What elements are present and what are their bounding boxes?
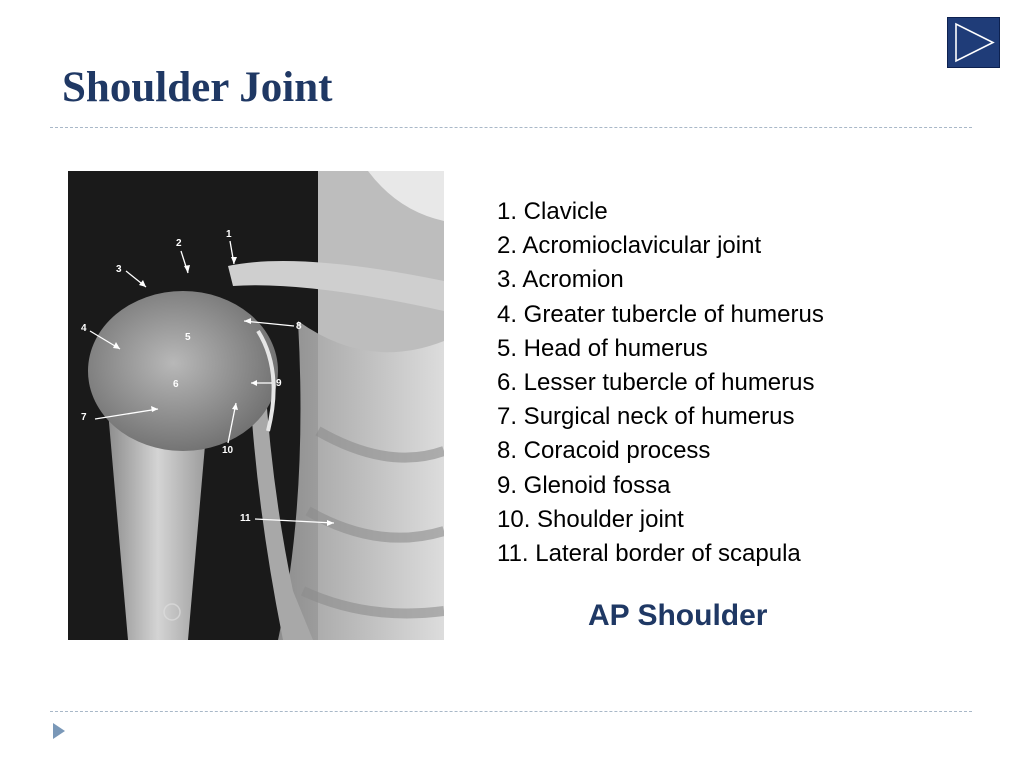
list-item: 2. Acromioclavicular joint	[497, 232, 762, 260]
list-item: 1. Clavicle	[497, 198, 608, 225]
list-item: 10. Shoulder joint	[497, 505, 684, 533]
xray-marker-1: 1	[226, 229, 232, 240]
shoulder-xray-image	[68, 171, 444, 640]
list-item: 9. Glenoid fossa	[497, 471, 671, 499]
xray-marker-5: 5	[185, 332, 191, 343]
anatomy-label-list	[497, 195, 824, 571]
list-item: 11. Lateral border of scapula	[497, 540, 801, 568]
bottom-divider	[50, 711, 972, 712]
xray-marker-9: 9	[276, 378, 282, 389]
list-item: 6. Lesser tubercle of humerus	[497, 369, 815, 397]
xray-marker-2: 2	[176, 238, 182, 249]
xray-marker-4: 4	[81, 323, 87, 334]
list-item: 8. Coracoid process	[497, 437, 711, 465]
next-slide-button[interactable]	[947, 17, 1000, 68]
triangle-bullet-icon	[51, 721, 67, 741]
xray-marker-3: 3	[116, 264, 122, 275]
xray-marker-11: 11	[240, 513, 251, 524]
list-item: 5. Head of humerus	[497, 334, 708, 362]
list-item: 3. Acromion	[497, 266, 624, 294]
xray-marker-6: 6	[173, 379, 179, 390]
xray-marker-10: 10	[222, 445, 234, 456]
play-triangle-icon	[948, 18, 999, 67]
list-item: 4. Greater tubercle of humerus	[497, 300, 824, 328]
xray-marker-8: 8	[296, 321, 302, 332]
slide-title: Shoulder Joint	[62, 64, 333, 111]
image-caption: AP Shoulder	[588, 599, 768, 632]
top-divider	[50, 127, 972, 128]
xray-marker-7: 7	[81, 412, 87, 423]
list-item: 7. Surgical neck of humerus	[497, 403, 795, 431]
